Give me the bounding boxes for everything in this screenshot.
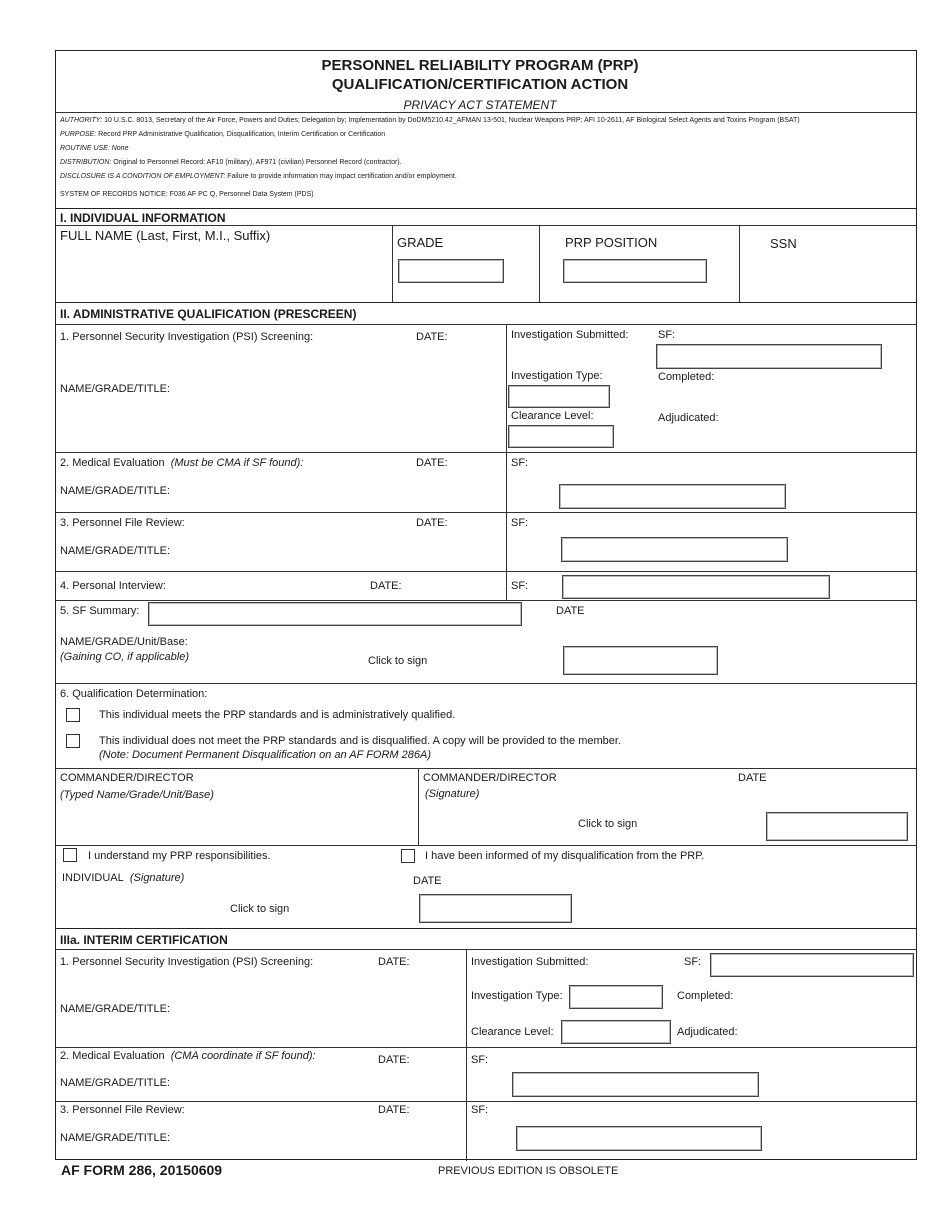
disqualified-text: This individual does not meet the PRP standards and is disqualified. A copy will be provided to the member. [99,735,621,747]
psi-label: 1. Personnel Security Investigation (PSI) Screening: [60,331,314,343]
interim-medical-label: 2. Medical Evaluation (CMA coordinate if SF found): [60,1050,316,1062]
interim-inv-type-label: Investigation Type: [471,990,563,1002]
interim-inv-submitted-label: Investigation Submitted: [471,956,589,968]
name-unit-base-label: NAME/GRADE/Unit/Base: [60,636,188,648]
medical-sf-input[interactable] [559,484,786,509]
commander-date-input[interactable] [766,812,908,841]
interview-sf-input[interactable] [562,575,830,599]
sf-summary-label: 5. SF Summary: [60,605,140,617]
authority-line: AUTHORITY: 10 U.S.C. 8013, Secretary of the Air Force, Powers and Duties; Delegation by; Implementation by DoDM5210.42_AFMAN 13-501, Nuclear Weapons PRP; AFI 10-2611, AF Biological Select Agents and Toxins Program (BSAT) [60,117,800,124]
interim-completed-label: Completed: [677,990,734,1002]
interim-medical-sf-input[interactable] [512,1072,759,1097]
grade-input[interactable] [398,259,504,283]
interim-clearance-input[interactable] [561,1020,671,1044]
interim-file-review-sf-label: SF: [471,1104,489,1116]
psi-name-label: NAME/GRADE/TITLE: [60,383,171,395]
individual-date-input[interactable] [419,894,572,923]
interim-file-review-sf-input[interactable] [516,1126,762,1151]
adjudicated-label: Adjudicated: [658,412,719,424]
clearance-input[interactable] [508,425,614,448]
commander-date-label: DATE [738,772,767,784]
individual-date-label: DATE [413,875,442,887]
prp-position-label: PRP POSITION [565,235,658,250]
inv-type-input[interactable] [508,385,610,408]
form-title-line1: PERSONNEL RELIABILITY PROGRAM (PRP) [321,57,639,74]
inv-sf-label: SF: [658,329,676,341]
grade-label: GRADE [397,235,444,250]
typed-name-label: (Typed Name/Grade/Unit/Base) [60,789,214,801]
file-review-sf-input[interactable] [561,537,788,562]
interim-file-review-date-label: DATE: [378,1104,410,1116]
interim-psi-date-label: DATE: [378,956,410,968]
inv-submitted-label: Investigation Submitted: [511,329,629,341]
commander-sign[interactable]: Click to sign [578,818,638,830]
inv-sf-input[interactable] [656,344,882,369]
full-name-label: FULL NAME (Last, First, M.I., Suffix) [60,228,271,243]
file-review-date-label: DATE: [416,517,448,529]
interim-inv-sf-input[interactable] [710,953,914,977]
sf-summary-date-label: DATE [556,605,585,617]
medical-date-label: DATE: [416,457,448,469]
medical-sf-label: SF: [511,457,529,469]
disqualified-note: (Note: Document Permanent Disqualification on an AF FORM 286A) [99,749,431,761]
gaining-co-label: (Gaining CO, if applicable) [60,651,190,663]
individual-label: INDIVIDUAL (Signature) [62,872,185,884]
distribution-line: DISTRIBUTION: Original to Personnel Record: AF10 (military), AF971 (civilian) Personnel Record (contractor). [60,159,402,166]
interim-inv-sf-label: SF: [684,956,702,968]
section2-heading: II. ADMINISTRATIVE QUALIFICATION (PRESCREEN) [60,307,357,321]
medical-label: 2. Medical Evaluation (Must be CMA if SF found): [60,457,304,469]
clearance-label: Clearance Level: [511,410,594,422]
interim-psi-label: 1. Personnel Security Investigation (PSI) Screening: [60,956,314,968]
qualified-text: This individual meets the PRP standards and is administratively qualified. [99,709,456,721]
interim-clearance-label: Clearance Level: [471,1026,554,1038]
individual-sign[interactable]: Click to sign [230,903,290,915]
informed-text: I have been informed of my disqualification from the PRP. [425,850,705,862]
interim-medical-sf-label: SF: [471,1054,489,1066]
commander-sig-label: COMMANDER/DIRECTOR [423,772,557,784]
interim-file-review-name-label: NAME/GRADE/TITLE: [60,1132,171,1144]
form-id: AF FORM 286, 20150609 [61,1162,223,1178]
file-review-name-label: NAME/GRADE/TITLE: [60,545,171,557]
form-title-line2: QUALIFICATION/CERTIFICATION ACTION [331,76,629,93]
sorn-line: SYSTEM OF RECORDS NOTICE: F036 AF PC Q, Personnel Data System (PDS) [60,191,314,198]
prp-position-input[interactable] [563,259,707,283]
routine-use-line: ROUTINE USE: None [60,145,129,152]
medical-name-label: NAME/GRADE/TITLE: [60,485,171,497]
sf-summary-date-input[interactable] [563,646,718,675]
interview-sf-label: SF: [511,580,529,592]
purpose-line: PURPOSE: Record PRP Administrative Qualification, Disqualification, Interim Certification or Certification [60,131,386,138]
section1-heading: I. INDIVIDUAL INFORMATION [60,211,226,225]
sf-summary-sign[interactable]: Click to sign [368,655,428,667]
qualified-checkbox[interactable] [66,708,80,722]
interim-medical-name-label: NAME/GRADE/TITLE: [60,1077,171,1089]
disclosure-line: DISCLOSURE IS A CONDITION OF EMPLOYMENT: Failure to provide information may impact certification and/or employment. [60,173,457,180]
interview-date-label: DATE: [370,580,402,592]
interim-file-review-label: 3. Personnel File Review: [60,1104,185,1116]
informed-checkbox[interactable] [401,849,415,863]
completed-label: Completed: [658,371,715,383]
understand-checkbox[interactable] [63,848,77,862]
commander-signature-note: (Signature) [425,788,480,800]
interim-medical-date-label: DATE: [378,1054,410,1066]
disqualified-checkbox[interactable] [66,734,80,748]
understand-text: I understand my PRP responsibilities. [88,850,271,862]
obsolete-note: PREVIOUS EDITION IS OBSOLETE [438,1165,619,1177]
file-review-label: 3. Personnel File Review: [60,517,185,529]
interim-adjudicated-label: Adjudicated: [677,1026,738,1038]
qual-determination-label: 6. Qualification Determination: [60,688,208,700]
ssn-label: SSN [770,236,797,251]
interim-psi-name-label: NAME/GRADE/TITLE: [60,1003,171,1015]
commander-label: COMMANDER/DIRECTOR [60,772,194,784]
prp-form [55,50,917,1160]
psi-date-label: DATE: [416,331,448,343]
interim-inv-type-input[interactable] [569,985,663,1009]
interview-label: 4. Personal Interview: [60,580,166,592]
file-review-sf-label: SF: [511,517,529,529]
section3a-heading: IIIa. INTERIM CERTIFICATION [60,933,228,947]
sf-summary-input[interactable] [148,602,522,626]
privacy-heading: PRIVACY ACT STATEMENT [403,98,557,112]
inv-type-label: Investigation Type: [511,370,603,382]
